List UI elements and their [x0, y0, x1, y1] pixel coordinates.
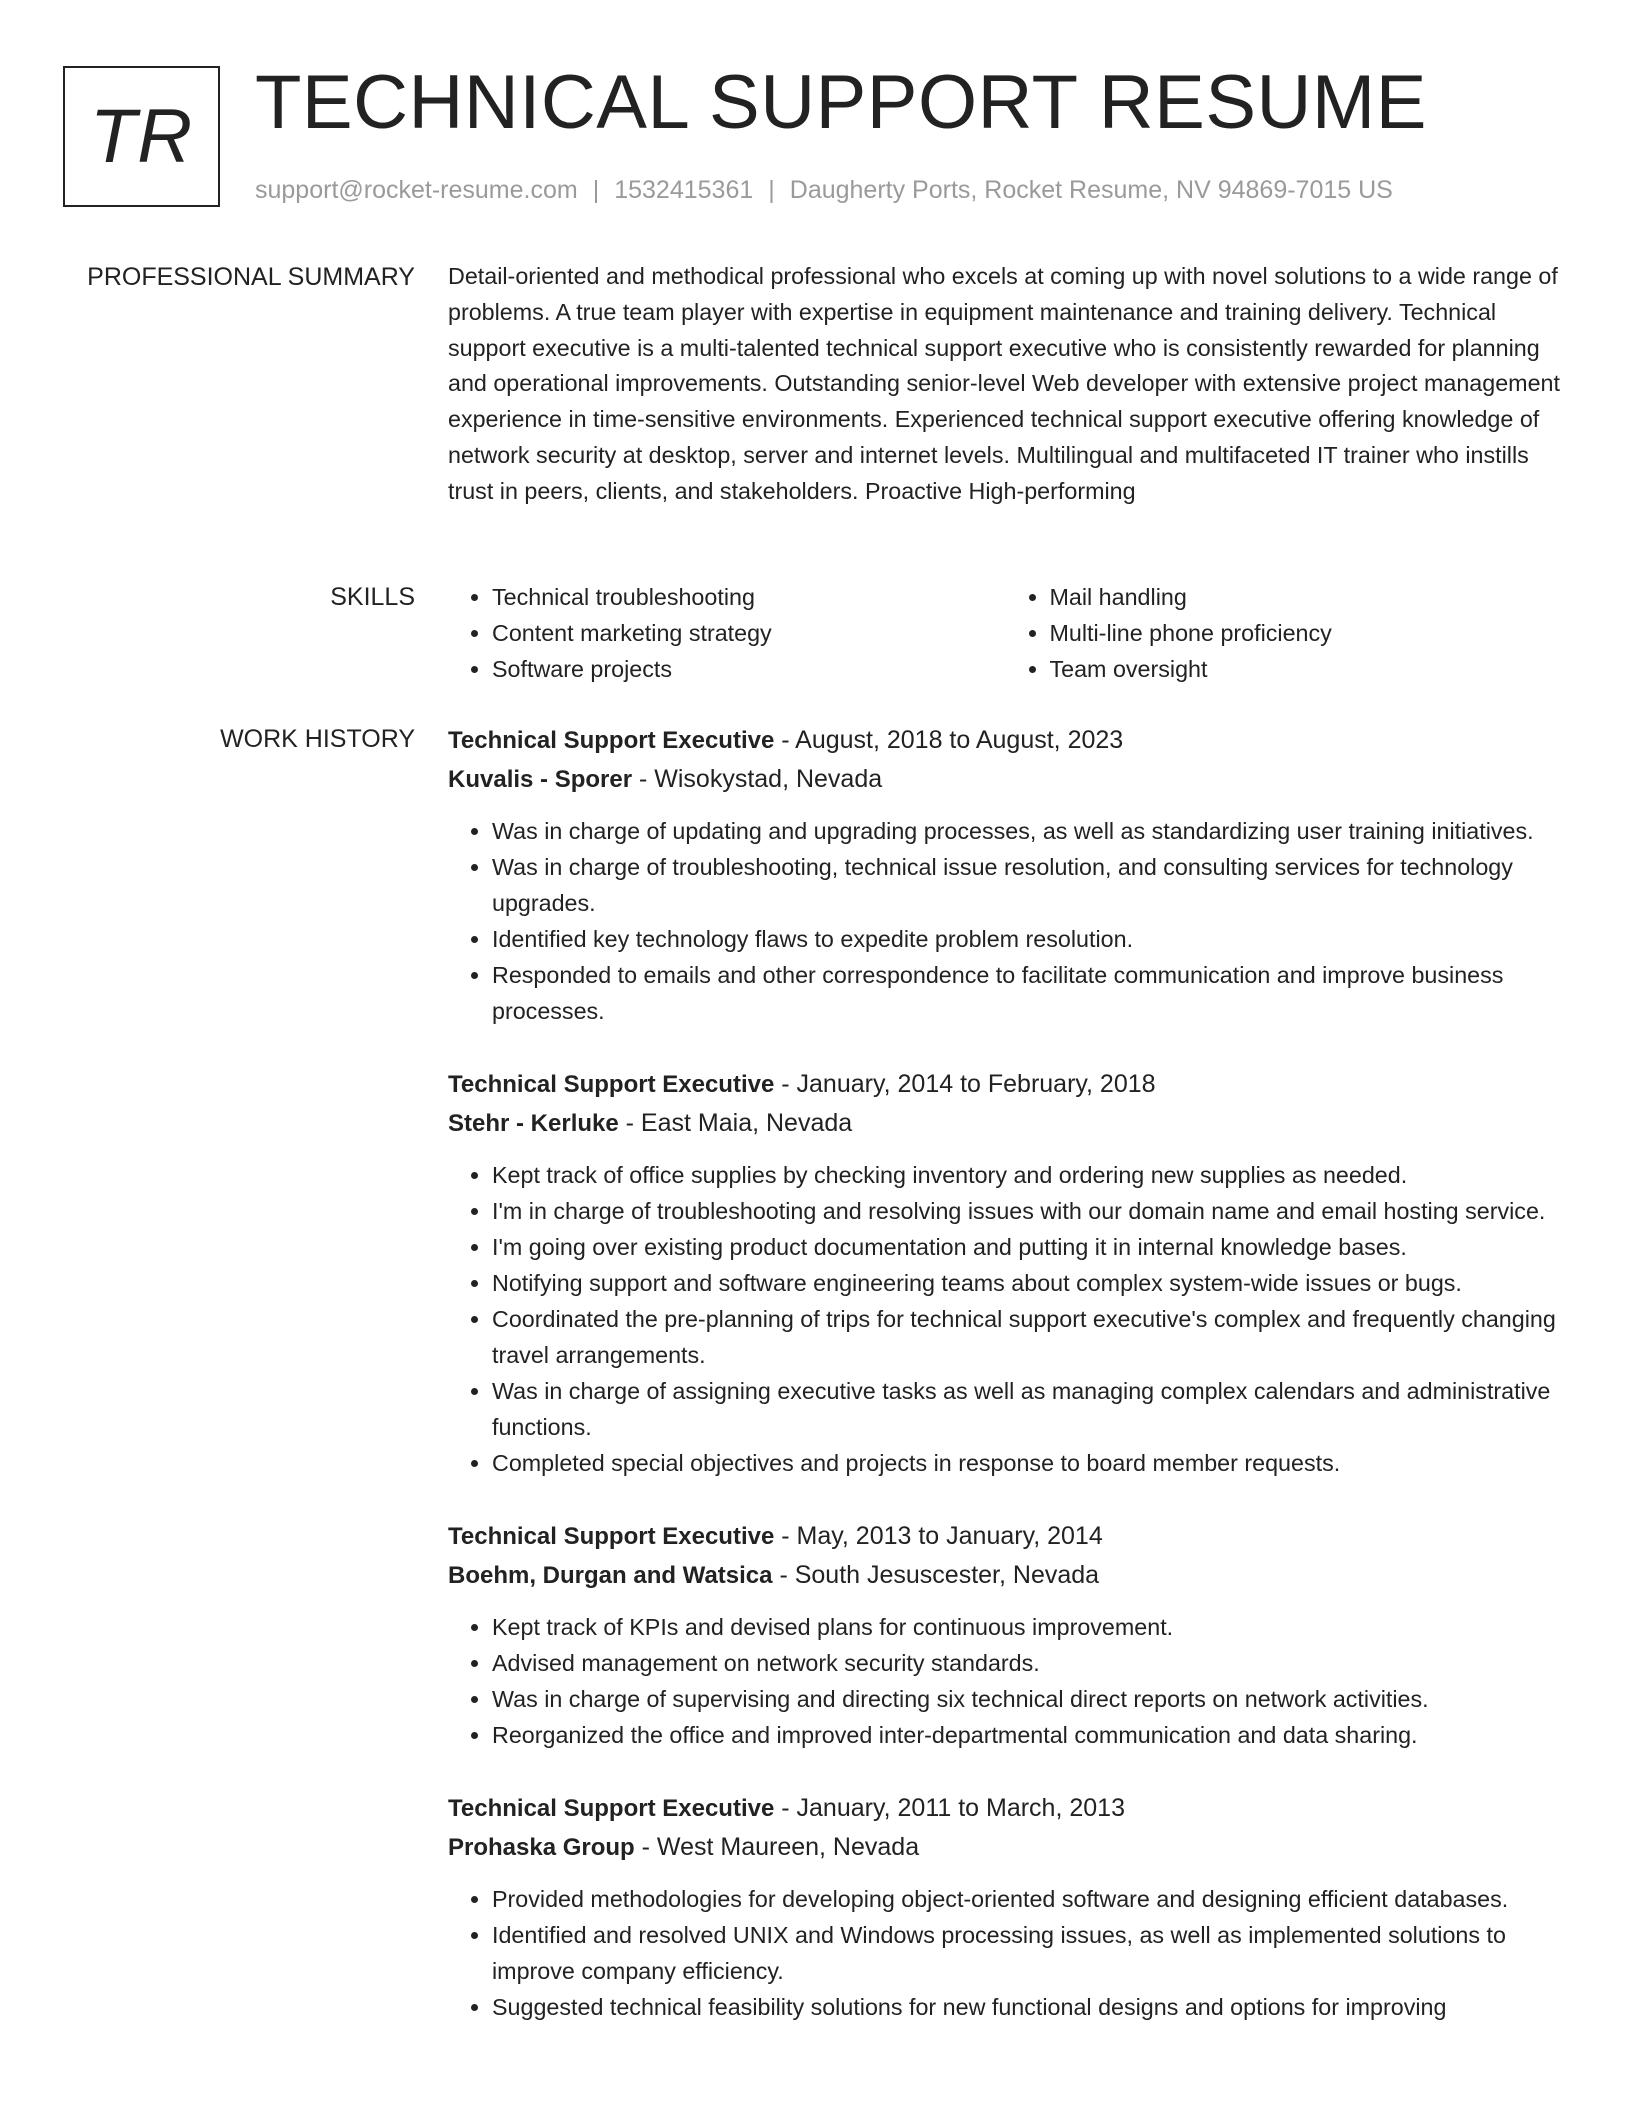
job-bullet: • Provided methodologies for developing object-oriented software and designing efficient databases.	[492, 1881, 1563, 1917]
contact-line	[255, 174, 1393, 206]
job-company: Prohaska Group	[448, 1834, 635, 1861]
job-title: Technical Support Executive	[448, 1523, 775, 1550]
job-bullet: • Notifying support and software engineering teams about complex system-wide issues or bugs.	[492, 1265, 1563, 1301]
work-history-label: WORK HISTORY	[220, 725, 415, 753]
job-bullet: • I'm in charge of troubleshooting and resolving issues with our domain name and email hosting service.	[492, 1193, 1563, 1229]
skill-item: • Software projects	[492, 651, 1006, 687]
job-company-line	[448, 1104, 1563, 1143]
skills-label: SKILLS	[330, 583, 415, 611]
job-dates: - January, 2014 to February, 2018	[774, 1070, 1156, 1098]
skills-list-right	[1006, 579, 1564, 687]
job-dates: - January, 2011 to March, 2013	[774, 1794, 1125, 1822]
job-entry	[448, 1517, 1563, 1753]
job-company: Boehm, Durgan and Watsica	[448, 1562, 773, 1589]
contact-phone: 1532415361	[614, 176, 754, 204]
job-bullet: • Identified key technology flaws to expedite problem resolution.	[492, 921, 1563, 957]
job-bullet: • Kept track of office supplies by checking inventory and ordering new supplies as needed.	[492, 1157, 1563, 1193]
job-bullet: • Was in charge of assigning executive tasks as well as managing complex calendars and administrative functions.	[492, 1373, 1563, 1445]
job-company-line	[448, 760, 1563, 799]
job-bullet: • Coordinated the pre-planning of trips for technical support executive's complex and frequently changing travel arrangements.	[492, 1301, 1563, 1373]
job-bullet: • Was in charge of troubleshooting, technical issue resolution, and consulting services for technology upgrades.	[492, 849, 1563, 921]
skill-item: • Technical troubleshooting	[492, 579, 1006, 615]
job-bullet: • Identified and resolved UNIX and Windows processing issues, as well as implemented solutions to improve company efficiency.	[492, 1917, 1563, 1989]
skill-item: • Mail handling	[1050, 579, 1564, 615]
job-location: - West Maureen, Nevada	[634, 1833, 920, 1861]
job-company: Kuvalis - Sporer	[448, 766, 633, 793]
job-company: Stehr - Kerluke	[448, 1110, 619, 1137]
job-entry	[448, 1065, 1563, 1481]
job-company-line	[448, 1828, 1563, 1867]
job-title: Technical Support Executive	[448, 1071, 775, 1098]
job-title: Technical Support Executive	[448, 727, 775, 754]
summary-label: PROFESSIONAL SUMMARY	[87, 263, 415, 291]
job-bullet: • Suggested technical feasibility solutions for new functional designs and options for improving	[492, 1989, 1563, 2025]
job-bullet: • Responded to emails and other correspondence to facilitate communication and improve business processes.	[492, 957, 1563, 1029]
contact-address: Daugherty Ports, Rocket Resume, NV 94869-7015 US	[789, 176, 1393, 204]
summary-text: Detail-oriented and methodical professional who excels at coming up with novel solutions to a wide range of problems. A true team player with expertise in equipment maintenance and training delivery. Technical support executive is a multi-talented technical support executive who is consistently rewarded for planning and operational improvements. Outstanding senior-level Web developer with extensive project management experience in time-sensitive environments. Experienced technical support executive offering knowledge of network security at desktop, server and internet levels. Multilingual and multifaceted IT trainer who instills trust in peers, clients, and stakeholders. Proactive High-performing	[448, 263, 1560, 504]
skill-item: • Content marketing strategy	[492, 615, 1006, 651]
job-bullet: • Completed special objectives and projects in response to board member requests.	[492, 1445, 1563, 1481]
job-location: - South Jesuscester, Nevada	[772, 1561, 1100, 1589]
job-bullet: • I'm going over existing product documentation and putting it in internal knowledge bases.	[492, 1229, 1563, 1265]
job-entry	[448, 1789, 1563, 2025]
job-bullet: • Kept track of KPIs and devised plans for continuous improvement.	[492, 1609, 1563, 1645]
monogram-initials: TR	[89, 94, 194, 179]
job-title: Technical Support Executive	[448, 1795, 775, 1822]
contact-separator: |	[768, 176, 775, 204]
job-dates: - May, 2013 to January, 2014	[774, 1522, 1103, 1550]
job-bullets	[448, 1881, 1563, 2025]
job-dates: - August, 2018 to August, 2023	[774, 726, 1124, 754]
job-bullet: • Was in charge of supervising and directing six technical direct reports on network activities.	[492, 1681, 1563, 1717]
skill-item: • Team oversight	[1050, 651, 1564, 687]
resume-title: TECHNICAL SUPPORT RESUME	[255, 60, 1427, 145]
job-title-line	[448, 1065, 1563, 1104]
contact-separator: |	[592, 176, 600, 204]
contact-email: support@rocket-resume.com	[255, 176, 578, 204]
job-bullets	[448, 813, 1563, 1029]
skills-list-left	[448, 579, 1006, 687]
job-title-line	[448, 1517, 1563, 1556]
job-bullets	[448, 1609, 1563, 1753]
job-bullet: • Advised management on network security standards.	[492, 1645, 1563, 1681]
job-company-line	[448, 1556, 1563, 1595]
job-bullets	[448, 1157, 1563, 1481]
job-location: - East Maia, Nevada	[618, 1109, 853, 1137]
job-bullet: • Was in charge of updating and upgrading processes, as well as standardizing user training initiatives.	[492, 813, 1563, 849]
job-bullet: • Reorganized the office and improved inter-departmental communication and data sharing.	[492, 1717, 1563, 1753]
job-location: - Wisokystad, Nevada	[632, 765, 883, 793]
job-title-line	[448, 1789, 1563, 1828]
job-title-line	[448, 721, 1563, 760]
job-entry	[448, 721, 1563, 1029]
monogram-box	[63, 66, 220, 207]
skill-item: • Multi-line phone proficiency	[1050, 615, 1564, 651]
